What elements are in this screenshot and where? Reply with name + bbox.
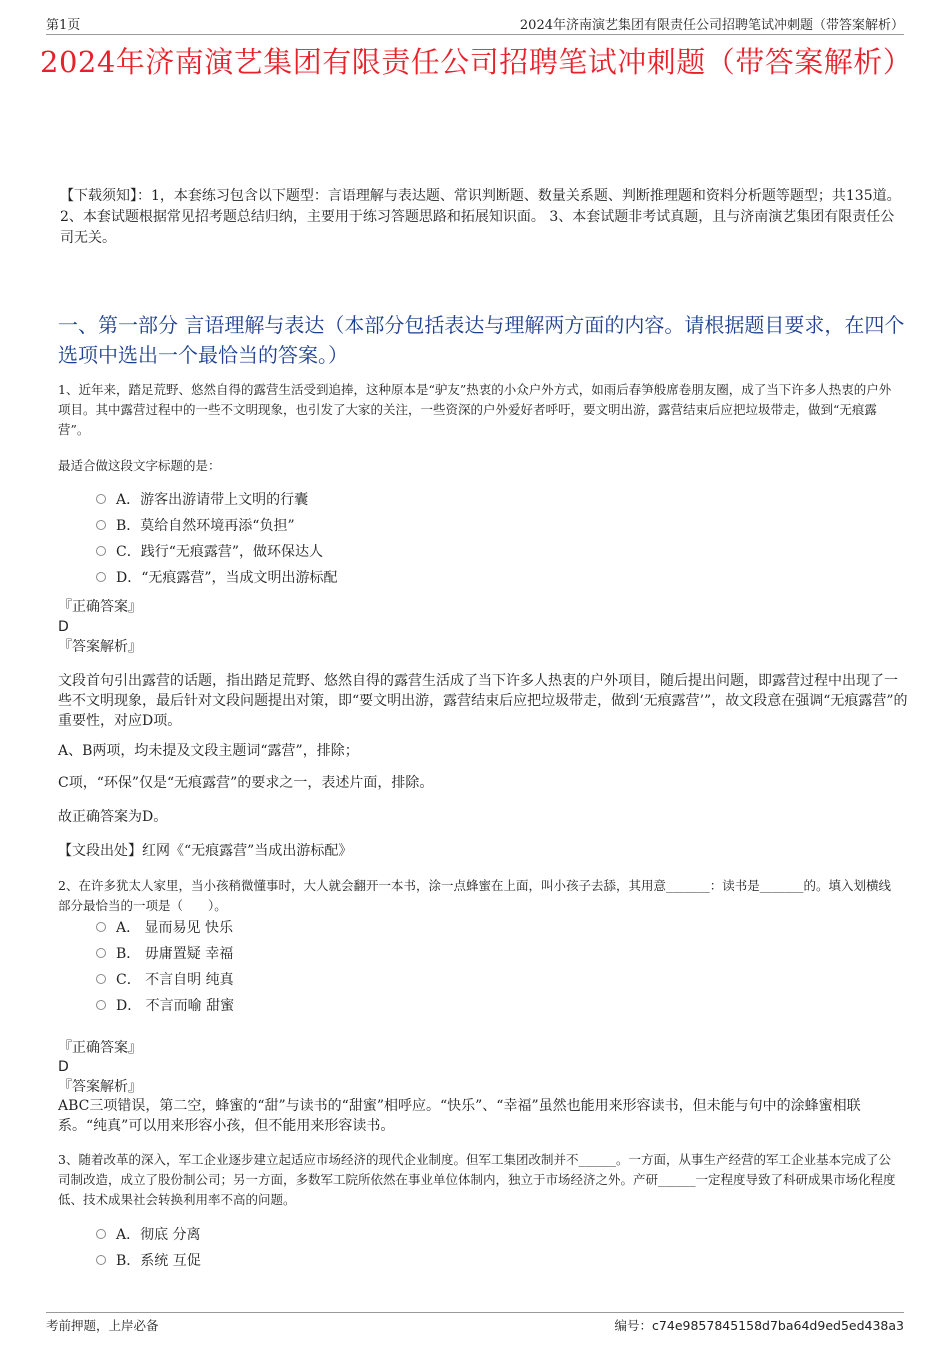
q2-answer-label: 『正确答案』 xyxy=(58,1040,142,1056)
download-notice: 【下载须知】：1，本套练习包含以下题型：言语理解与表达题、常识判断题、数量关系题、判断推理题和资料分析题等题型；共135道。 2、本套试题根据常见招考题总结归纳，主要用于练习答题思路和拓展知识面。 3、本套试题非考试真题，且与济南演艺集团有限责任公司无关。 xyxy=(60,188,901,246)
q1-option-d[interactable]: D．“无痕露营”，当成文明出游标配 xyxy=(96,567,338,589)
q1-analysis-4: 故正确答案为D。 xyxy=(58,809,168,825)
q1-answer-label: 『正确答案』 xyxy=(58,599,142,615)
question-3-text: 3、随着改革的深入，军工企业逐步建立起适应市场经济的现代企业制度。但军工集团改制并不______。一方面，从事生产经营的军工企业基本完成了公司制改造，成立了股份制公司；另一方面，多数军工院所依然在事业单位体制内，独立于市场经济之外。产研______一定程度导致了科研成果市场化程度低、技术成果社会转换利用率不高的问题。 xyxy=(58,1152,896,1207)
radio-icon[interactable] xyxy=(96,546,106,556)
q2-option-d[interactable]: D． 不言而喻 甜蜜 xyxy=(96,995,234,1017)
q2-option-c[interactable]: C． 不言自明 纯真 xyxy=(96,969,234,991)
q2-analysis: ABC三项错误，第二空，蜂蜜的“甜”与读书的“甜蜜”相呼应。“快乐”、“幸福”虽然也能用来形容读书，但未能与句中的涂蜂蜜相联系。“纯真”可以用来形容小孩，但不能用来形容读书。 xyxy=(58,1098,861,1134)
page-number: 第1页 xyxy=(46,18,81,33)
q1-source: 【文段出处】红网《“无痕露营”当成出游标配》 xyxy=(58,843,353,859)
radio-icon[interactable] xyxy=(96,572,106,582)
q1-analysis-3: C项，“环保”仅是“无痕露营”的要求之一，表述片面，排除。 xyxy=(58,775,434,791)
footer-slogan: 考前押题，上岸必备 xyxy=(46,1318,159,1333)
q1-option-a[interactable]: A．游客出游请带上文明的行囊 xyxy=(96,489,308,511)
q1-analysis-1: 文段首句引出露营的话题，指出踏足荒野、悠然自得的露营生活成了当下许多人热衷的户外项目，随后提出问题，即露营过程中出现了一些不文明现象，最后针对文段问题提出对策，即“要文明出游，露营结束后应把垃圾带走，做到‘无痕露营’”，故文段意在强调“无痕露营”的重要性，对应D项。 xyxy=(58,673,908,729)
page-footer xyxy=(46,1312,904,1335)
radio-icon[interactable] xyxy=(96,1229,106,1239)
q3-option-b[interactable]: B．系统 互促 xyxy=(96,1250,201,1272)
q1-analysis-2: A、B两项，均未提及文段主题词“露营”，排除； xyxy=(58,743,359,759)
q2-option-a[interactable]: A． 显而易见 快乐 xyxy=(96,917,233,939)
footer-code-label: 编号： xyxy=(614,1318,653,1333)
page-header xyxy=(46,14,904,35)
header-doc-title: 2024年济南演艺集团有限责任公司招聘笔试冲刺题（带答案解析） xyxy=(519,18,904,33)
q2-analysis-label: 『答案解析』 xyxy=(58,1079,142,1095)
footer-code xyxy=(615,1316,904,1334)
section-heading: 一、第一部分 言语理解与表达（本部分包括表达与理解两方面的内容。请根据题目要求，在四个选项中选出一个最恰当的答案。） xyxy=(58,313,905,367)
q3-option-a[interactable]: A．彻底 分离 xyxy=(96,1224,201,1246)
question-1-prompt: 最适合做这段文字标题的是： xyxy=(58,458,221,473)
radio-icon[interactable] xyxy=(96,948,106,958)
radio-icon[interactable] xyxy=(96,520,106,530)
document-title: 2024年济南演艺集团有限责任公司招聘笔试冲刺题（带答案解析） xyxy=(40,45,913,79)
q1-answer: D xyxy=(58,619,69,635)
question-1-text: 1、近年来，踏足荒野、悠然自得的露营生活受到追捧，这种原本是“驴友”热衷的小众户外方式，如雨后春笋般席卷朋友圈，成了当下许多人热衷的户外项目。其中露营过程中的一些不文明现象，也引发了大家的关注，一些资深的户外爱好者呼吁，要文明出游，露营结束后应把垃圾带走，做到“无痕露营”。 xyxy=(58,382,892,437)
q2-answer: D xyxy=(58,1059,69,1075)
radio-icon[interactable] xyxy=(96,922,106,932)
q1-option-c[interactable]: C．践行“无痕露营”，做环保达人 xyxy=(96,541,323,563)
q1-analysis-label: 『答案解析』 xyxy=(58,639,142,655)
radio-icon[interactable] xyxy=(96,974,106,984)
q2-option-b[interactable]: B． 毋庸置疑 幸福 xyxy=(96,943,233,965)
q1-option-b[interactable]: B．莫给自然环境再添“负担” xyxy=(96,515,295,537)
footer-code-value: c74e9857845158d7ba64d9ed5ed438a3 xyxy=(652,1318,904,1333)
radio-icon[interactable] xyxy=(96,1000,106,1010)
radio-icon[interactable] xyxy=(96,494,106,504)
radio-icon[interactable] xyxy=(96,1255,106,1265)
question-2-text: 2、在许多犹太人家里，当小孩稍微懂事时，大人就会翻开一本书，涂一点蜂蜜在上面，叫小孩子去舔，其用意_______：读书是_______的。填入划横线部分最恰当的一项是（ ）。 xyxy=(58,878,891,913)
